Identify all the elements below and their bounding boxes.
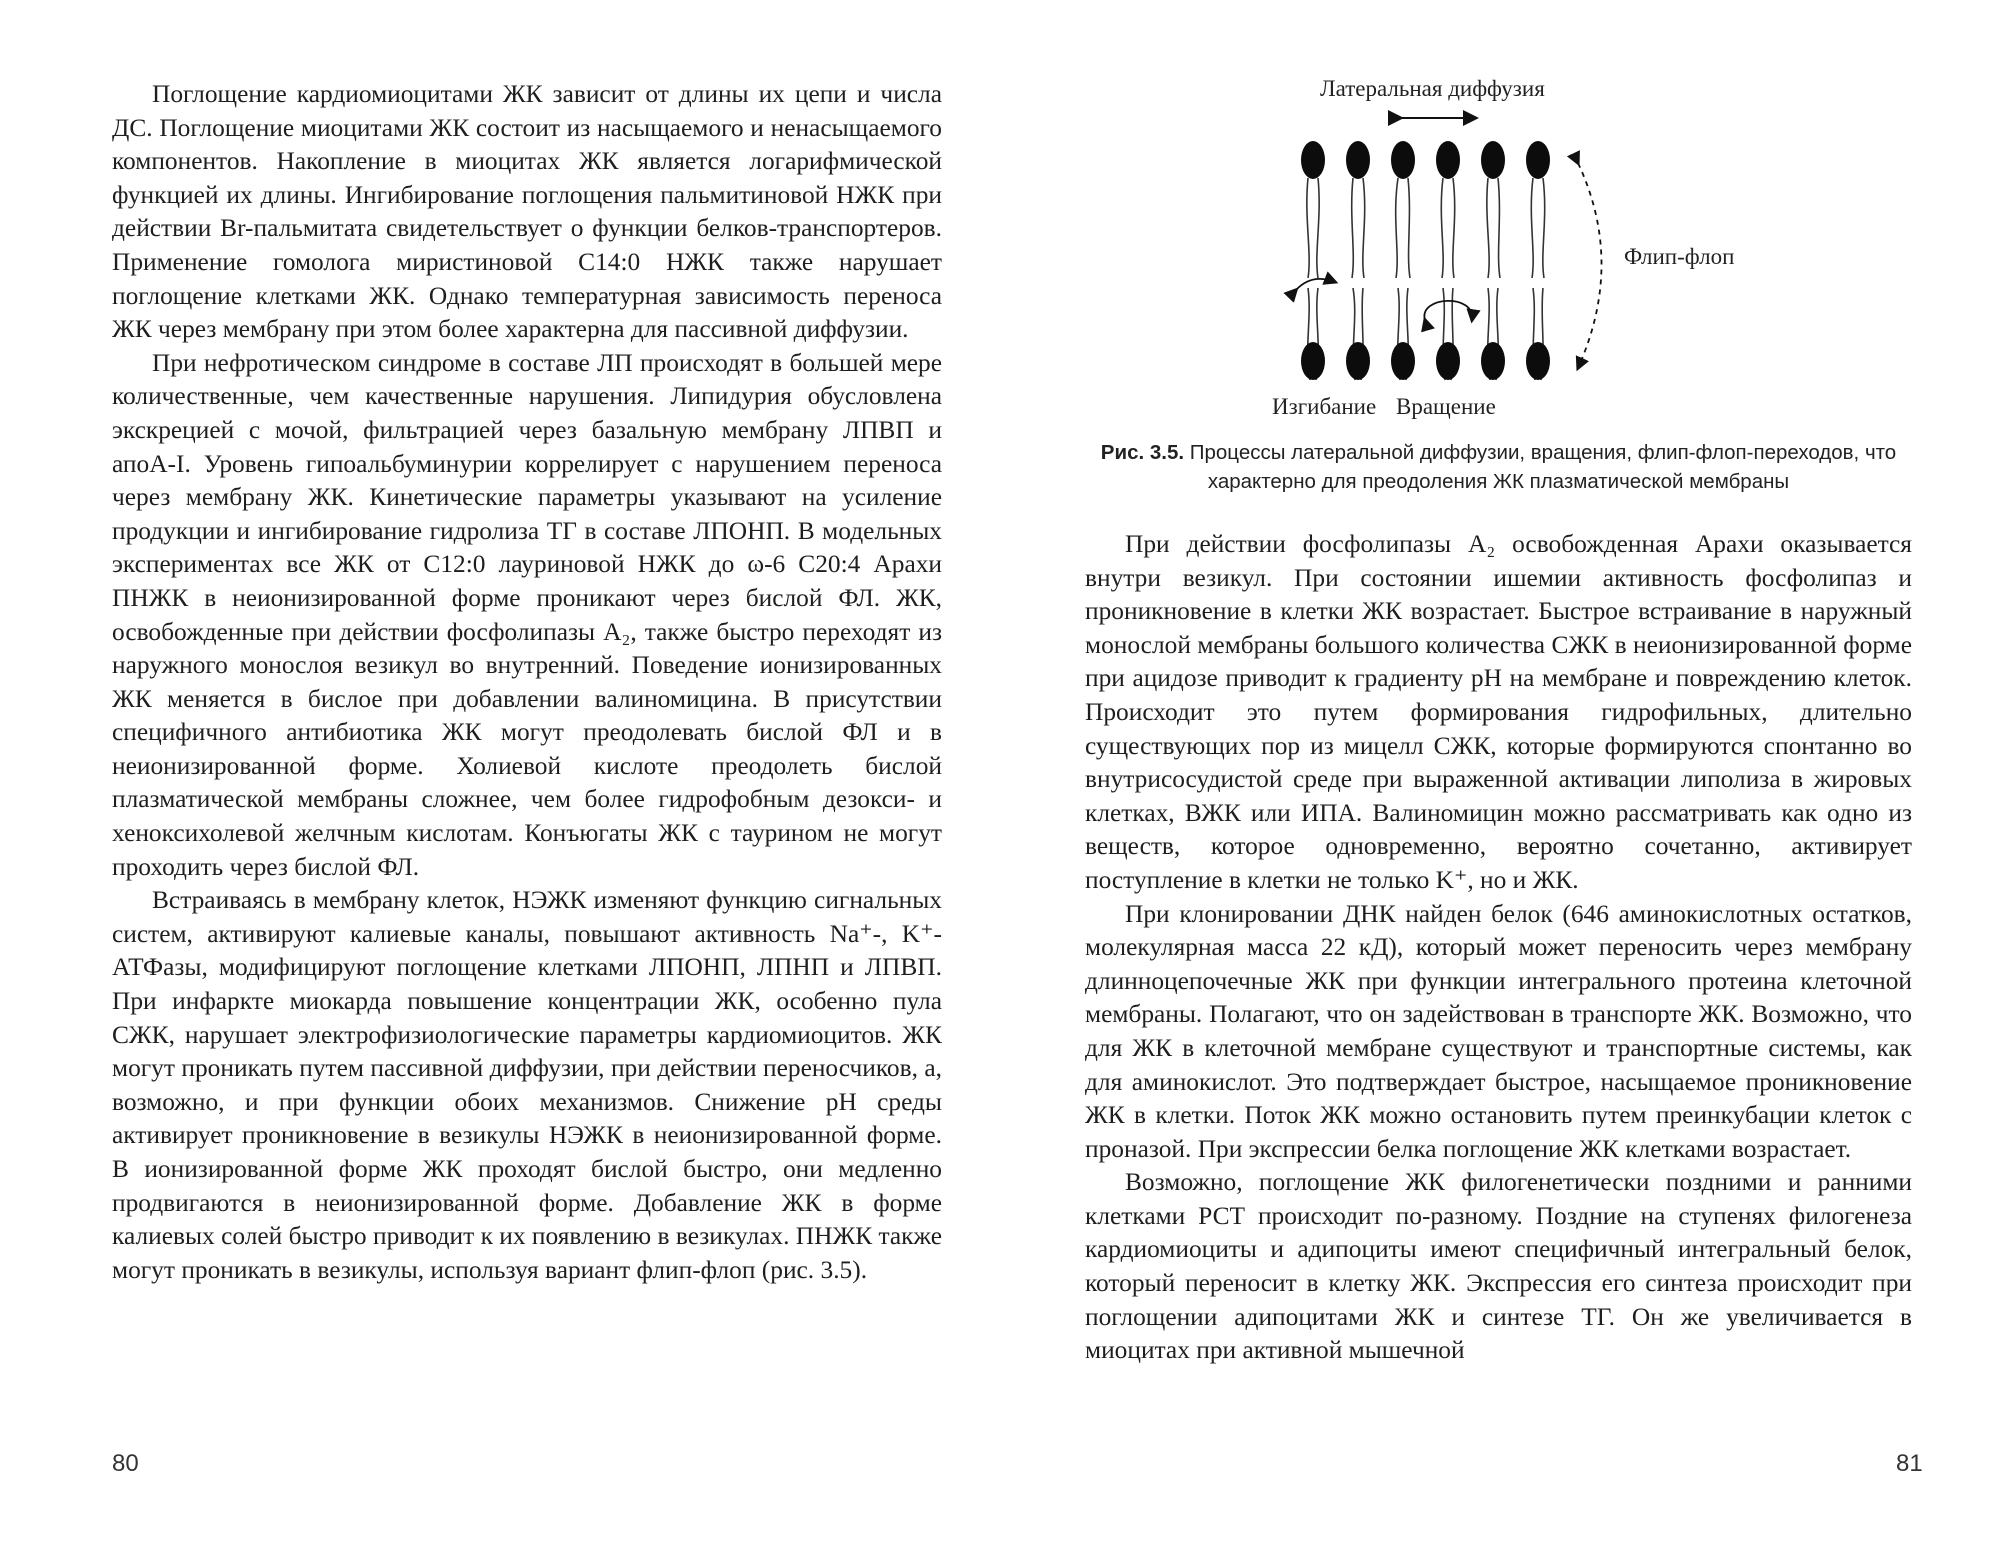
label-flip-flop: Флип-флоп bbox=[1624, 244, 1735, 269]
caption-number: Рис. 3.5. bbox=[1100, 441, 1185, 464]
bending-arrow bbox=[1296, 279, 1335, 290]
page-number-left: 80 bbox=[112, 1450, 139, 1477]
label-bending: Изгибание bbox=[1272, 394, 1377, 419]
label-lateral-diffusion: Латеральная диффузия bbox=[1320, 76, 1545, 101]
paragraph: При нефротическом синдроме в составе ЛП происходят в большей мере количественные, чем качественные нарушения. Липидурия обусловлена экскрецией с мочой, фильтрацией через базальную мембрану ЛПВП и апоА-I. Уровень гипоальбуминурии коррелирует с нарушением переноса через мембрану ЖК. Кинетические параметры указывают на усиление продукции и ингибирование гидролиза ТГ в составе ЛПОНП. В модельных экспериментах все ЖК от С12:0 лауриновой НЖК до ω-6 С20:4 Арахи ПНЖК в неионизированной форме проникают через бислой ФЛ. ЖК, освобожденные при действии фосфолипазы А₂, также быстро переходят из наружного монослоя везикул во внутренний. Поведение ионизированных ЖК меняется в бислое при добавлении валиномицина. В присутствии специфичного антибиотика ЖК могут преодолевать бислой ФЛ и в неионизированной форме. Холиевой кислоте преодолеть бислой плазматической мембраны сложнее, чем более гидрофобным дезокси- и хеноксихолевой желчным кислотам. Конъюгаты ЖК с таурином не могут проходить через бислой ФЛ. bbox=[112, 348, 942, 881]
paragraph: Возможно, поглощение ЖК филогенетически поздними и ранними клетками РСТ происходит по-разному. Поздние на ступенях филогенеза кардиомиоциты и адипоциты имеют специфичный интегральный белок, который переносит в клетку ЖК. Экспрессия его синтеза происходит при поглощении адипоцитами ЖК и синтезе ТГ. Он же увеличивается в миоцитах при активной мышечной bbox=[1085, 1168, 1912, 1365]
left-page-text bbox=[112, 78, 942, 1287]
caption-text: Процессы латеральной диффузии, вращения, флип-флоп-переходов, что характерно для преодоления ЖК плазматической мембраны bbox=[1189, 441, 1897, 493]
bottom-leaflet bbox=[1301, 342, 1550, 380]
bottom-tails bbox=[1308, 288, 1543, 380]
paragraph: При клонировании ДНК найден белок (646 аминокислотных остатков, молекулярная масса 22 кД), который может переносить через мембрану длинноцепочечные ЖК при функции интегрального протеина клеточной мембраны. Полагают, что он задействован в транспорте ЖК. Возможно, что для ЖК в клеточной мембране существуют и транспортные системы, как для аминокислот. Это подтверждает быстрое, насыщаемое проникновение ЖК в клетки. Поток ЖК можно остановить путем преинкубации клеток с проназой. При экспрессии белка поглощение ЖК клетками возрастает. bbox=[1085, 899, 1912, 1163]
figure-caption bbox=[1085, 438, 1912, 496]
paragraph: Встраиваясь в мембрану клеток, НЭЖК изменяют функцию сигнальных систем, активируют калиевые каналы, повышают активность Na⁺-, K⁺-АТФазы, модифицируют поглощение клетками ЛПОНП, ЛПНП и ЛПВП. При инфаркте миокарда повышение концентрации ЖК, особенно пула СЖК, нарушает электрофизиологические параметры кардиомиоцитов. ЖК могут проникать путем пассивной диффузии, при действии переносчиков, а, возможно, и при функции обоих механизмов. Снижение рН среды активирует проникновение в везикулы НЭЖК в неионизированной форме. В ионизированной форме ЖК проходят бислой быстро, они медленно продвигаются в неионизированной форме. Добавление ЖК в форме калиевых солей быстро приводит к их появлению в везикулах. ПНЖК также могут проникать в везикулы, используя вариант флип-флоп (рис. 3.5). bbox=[112, 886, 942, 1284]
page-number-right: 81 bbox=[1896, 1450, 1923, 1477]
label-rotation: Вращение bbox=[1396, 394, 1496, 419]
flipflop-arrow bbox=[1578, 163, 1602, 368]
membrane-figure bbox=[1200, 68, 1820, 428]
top-tails bbox=[1307, 178, 1545, 278]
right-page-text bbox=[1085, 528, 1912, 1368]
top-leaflet bbox=[1301, 141, 1550, 179]
paragraph: При действии фосфолипазы А₂ освобожденная Арахи оказывается внутри везикул. При состоянии ишемии активность фосфолипаз и проникновение в клетки ЖК возрастает. Быстрое встраивание в наружный монослой мембраны большого количества СЖК в неионизированной форме при ацидозе приводит к градиенту рН на мембране и повреждению клеток. Происходит это путем формирования гидрофильных, длительно существующих пор из мицелл СЖК, которые формируются спонтанно во внутрисосудистой среде при выраженной активации липолиза в жировых клетках, ВЖК или ИПА. Валиномицин можно рассматривать как одно из веществ, которое одновременно, вероятно сочетанно, активирует поступление в клетки не только K⁺, но и ЖК. bbox=[1085, 530, 1912, 894]
right-page bbox=[1000, 0, 2000, 1543]
rotation-arrow bbox=[1424, 301, 1472, 320]
paragraph: Поглощение кардиомиоцитами ЖК зависит от длины их цепи и числа ДС. Поглощение миоцитами ЖК состоит из насыщаемого и ненасыщаемого компонентов. Накопление в миоцитах ЖК является логарифмической функцией их длины. Ингибирование поглощения пальмитиновой НЖК при действии Br-пальмитата свидетельствует о функции белков-транспортеров. Применение гомолога миристиновой С14:0 НЖК также нарушает поглощение клетками ЖК. Однако температурная зависимость переноса ЖК через мембрану при этом более характерна для пассивной диффузии. bbox=[112, 80, 942, 344]
